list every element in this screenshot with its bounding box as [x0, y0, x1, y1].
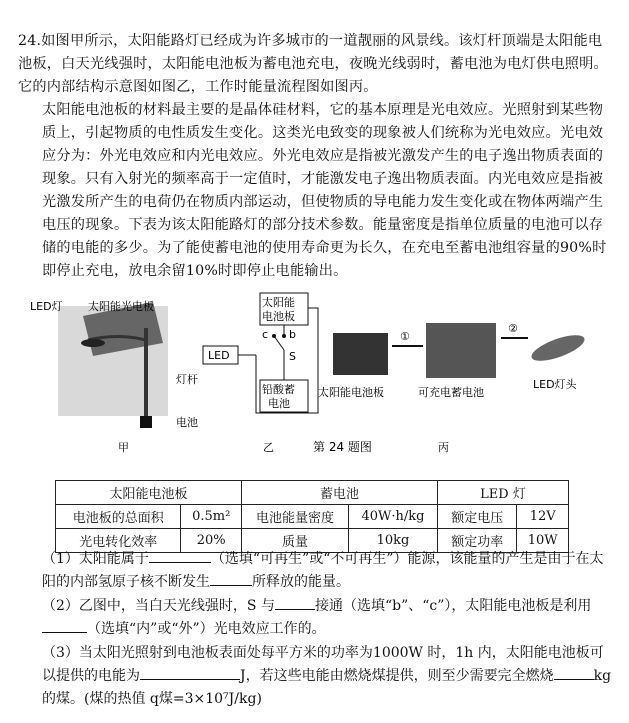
q3-text: kg 的煤。(煤的热值 q煤=3×10⁷J/kg) [42, 668, 612, 707]
question-number: 24. [18, 33, 42, 49]
table-cell: 12V [517, 505, 569, 529]
passage-text: 太阳能电池板的材料最主要的是晶体硅材料，它的基本原理是光电效应。光照射到某些物质上，引起物质的电性质发生变化。这类光电致变的现象被人们统称为光电效应。光电效应分为：外光电效应和内光电效应。外光电效应是指被光激发产生的电子逸出物质表面的现象。只有入射光的频率高于一定值时，才能激发电子逸出物质表面。内光电效应是指被光激发所产生的电荷仍在物质内部运动，但使物质的导电能力发生变化或在物体两端产生电压的现象。下表为该太阳能路灯的部分技术参数。能量密度是指单位质量的电池可以存储的电能的多少。为了能使蓄电池的使用寿命更为长久，在充电至蓄电池组容量的90%时即停止充电，放电余留10%时即停止电能输出。 [42, 102, 607, 279]
figure-yi [203, 293, 318, 454]
table-cell: 额定电压 [438, 505, 517, 529]
q2-text: 接通（选填“b”、“c”），太阳能电池板是利用 [314, 598, 592, 614]
bing-led-shape [529, 330, 588, 366]
yi-panel-label-1: 太阳能 [262, 296, 295, 309]
bing-step-1: ① [400, 330, 410, 343]
answer-blank[interactable] [275, 595, 315, 610]
yi-contact-c [272, 334, 276, 338]
answer-blank[interactable] [554, 665, 594, 680]
figure-bing [318, 322, 587, 454]
subquestion-2 [42, 595, 612, 641]
bing-caption: 丙 [438, 441, 449, 454]
bing-panel-shape [333, 333, 388, 375]
table-header: LED 灯 [438, 481, 569, 505]
passage [42, 99, 614, 283]
answer-blank[interactable] [149, 548, 211, 563]
q1-text: （选填“可再生”或“不可再生”）能源，该能量的产生是由于在太阳的内部氢原子核不断发生 [42, 551, 604, 590]
bing-led-label: LED灯头 [533, 378, 577, 391]
intro-text: 如图甲所示，太阳能路灯已经成为许多城市的一道靓丽的风景线。该灯杆顶端是太阳能电池板，白天光线强时，太阳能电池板为蓄电池充电，夜晚光线弱时，蓄电池为电灯供电照明。它的内部结构示意图如图乙，工作时能量流程图如图丙。 [18, 33, 608, 95]
table-cell: 电池板的总面积 [56, 505, 181, 529]
yi-c-label: c [262, 328, 269, 341]
table-cell: 质量 [242, 529, 349, 553]
yi-switch [274, 336, 284, 350]
table-cell: 10W [517, 529, 569, 553]
table-row [56, 505, 569, 529]
spec-table [55, 480, 569, 553]
answer-blank[interactable] [140, 665, 240, 680]
bing-battery-label: 可充电蓄电池 [418, 386, 484, 399]
table-cell: 20% [181, 529, 242, 553]
yi-led-label: LED [208, 349, 230, 362]
lamp-head [81, 339, 105, 347]
subquestion-1 [42, 548, 612, 594]
subquestion-3 [42, 642, 612, 711]
table-cell: 电池能量密度 [242, 505, 349, 529]
yi-battery-label-1: 铅酸蓄 [262, 383, 295, 396]
yi-battery-label-2: 电池 [268, 397, 290, 410]
table-cell: 额定功率 [438, 529, 517, 553]
answer-blank[interactable] [42, 618, 87, 633]
q2-text: （选填“内”或“外”）光电效应工作的。 [87, 621, 326, 637]
table-cell: 40W·h/kg [349, 505, 438, 529]
table-cell: 10kg [349, 529, 438, 553]
jia-panel-label: 太阳能光电板 [88, 300, 154, 313]
q3-text: （3）当太阳光照射到电池板表面处每平方米的功率为1000W 时，1h 内，太阳能电池板可以提供的电能为 [42, 645, 604, 684]
bing-step-2: ② [508, 322, 518, 335]
answer-blank[interactable] [210, 571, 252, 586]
table-cell: 0.5m² [181, 505, 242, 529]
yi-contact-b [282, 334, 286, 338]
table-header: 太阳能电池板 [56, 481, 242, 505]
yi-s-label: S [289, 350, 296, 363]
figure-jia [30, 299, 198, 454]
battery-box [140, 416, 152, 428]
figure-title: 第 24 题图 [313, 440, 372, 454]
jia-caption: 甲 [118, 441, 129, 454]
q1-text: （1）太阳能属于 [42, 551, 149, 567]
jia-battery-label: 电池 [176, 416, 198, 429]
jia-pole-label: 灯杆 [176, 373, 198, 386]
yi-caption: 乙 [263, 441, 274, 454]
q2-text: （2）乙图中，当白天光线强时，S 与 [42, 598, 275, 614]
q3-text: J，若这些电能由燃烧煤提供，则至少需要完全燃烧 [240, 668, 554, 684]
q1-text: 所释放的能量。 [252, 574, 350, 590]
jia-led-label: LED灯 [30, 300, 63, 313]
table-header-row [56, 481, 569, 505]
yi-b-label: b [289, 328, 296, 341]
table-header: 蓄电池 [242, 481, 438, 505]
yi-panel-label-2: 电池板 [262, 310, 295, 323]
bing-battery-shape [426, 323, 496, 378]
question-intro [18, 30, 614, 99]
bing-panel-label: 太阳能电池板 [318, 386, 384, 399]
table-cell: 光电转化效率 [56, 529, 181, 553]
figure-group [28, 288, 608, 463]
